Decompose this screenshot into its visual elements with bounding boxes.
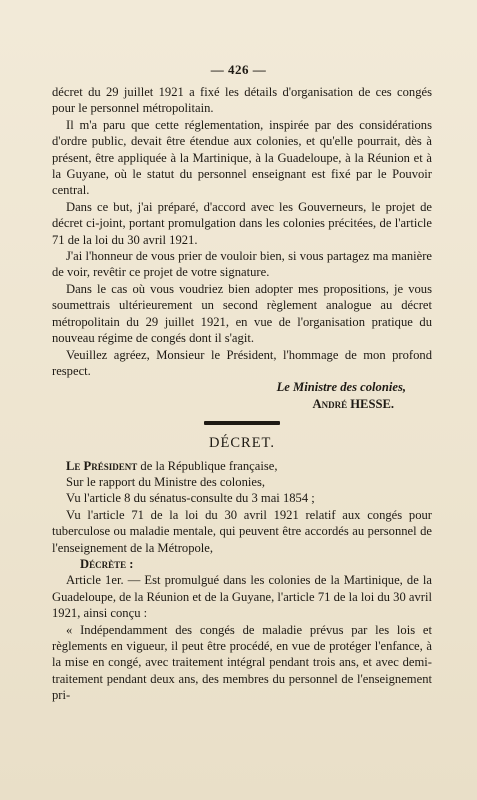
president-rest: de la République française,	[137, 458, 278, 473]
signature-name: André HESSE.	[312, 396, 394, 411]
considerant: Sur le rapport du Ministre des colonies,	[66, 474, 266, 489]
article-text: — Est promulgué dans les colonies de la Martinique, de la Guadeloupe, de la Réunion et de la Guyane, l'article 71 de la loi du 30 avril 1921, ainsi conçu :	[52, 573, 432, 621]
document-body	[52, 84, 432, 704]
paragraph: Il m'a paru que cette réglementation, inspirée par des considérations d'ordre public, devait être étendue aux colonies, et qu'elle pourrait, dès à présent, être appliquée à la Martinique, à la Guadeloupe, à la Réunion et à la Guyane, où le statut du personnel enseignant est fixé par le Pouvoir central.	[52, 117, 432, 198]
article-quote: « Indépendamment des congés de maladie prévus par les lois et règlements en vigueur, il peut être procédé, en vue de protéger l'enfance, à la mise en congé, avec traitement intégral pendant trois ans, et avec demi-traitement pendant deux ans, des membres du personnel de l'enseignement pri-	[52, 622, 432, 703]
decrete-label: Décrète :	[80, 556, 134, 571]
considerant: Vu l'article 8 du sénatus-consulte du 3 mai 1854 ;	[66, 491, 315, 506]
decree-preamble	[52, 458, 432, 474]
paragraph: Dans le cas où vous voudriez bien adopter mes propositions, je vous soumettrais ultérieurement un second règlement analogue au décret métropolitain du 29 juillet 1921, en vue de l'organisation pratique du nouveau régime de congés dont il s'agit.	[52, 281, 432, 346]
article-1	[52, 572, 432, 621]
president-label: Le Président	[66, 458, 138, 473]
paragraph: J'ai l'honneur de vous prier de vouloir bien, si vous partagez ma manière de voir, revêtir ce projet de votre signature.	[52, 249, 432, 280]
decree-heading: DÉCRET.	[209, 435, 275, 452]
page-number: — 426 —	[210, 62, 267, 77]
section-divider	[204, 421, 280, 425]
paragraph: Veuillez agréez, Monsieur le Président, l'hommage de mon profond respect.	[52, 347, 432, 378]
signature-title: Le Ministre des colonies,	[276, 380, 406, 395]
considerant: Vu l'article 71 de la loi du 30 avril 1921 relatif aux congés pour tuberculose ou maladie mentale, qui peuvent être accordés au personnel de l'enseignement de la Métropole,	[52, 507, 432, 555]
paragraph: Dans ce but, j'ai préparé, d'accord avec les Gouverneurs, le projet de décret ci-joint, portant promulgation dans les colonies précitées, de l'article 71 de la loi du 30 avril 1921.	[52, 199, 432, 247]
paragraph: décret du 29 juillet 1921 a fixé les détails d'organisation de ces congés pour le personnel métropolitain.	[52, 85, 432, 116]
article-label: Article 1er.	[66, 573, 124, 588]
